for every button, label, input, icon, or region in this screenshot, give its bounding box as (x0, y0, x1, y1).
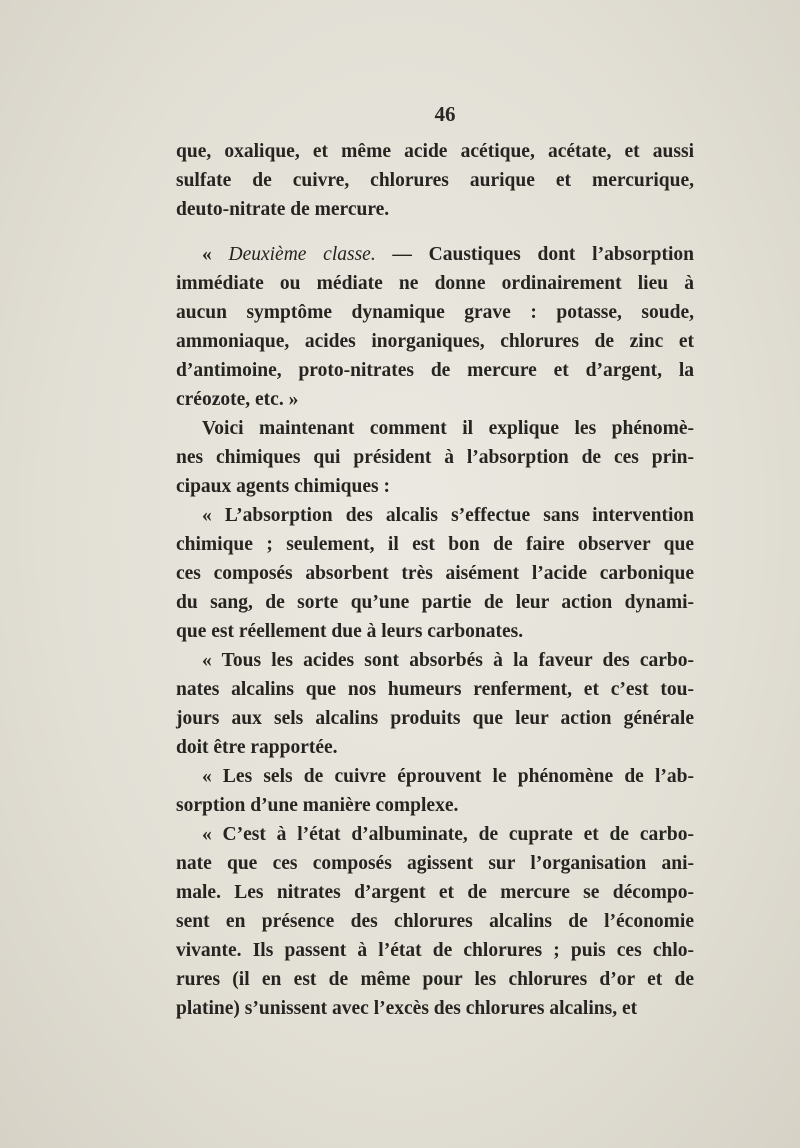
paragraph (176, 240, 694, 414)
paragraph (176, 820, 694, 1023)
paragraph (176, 137, 694, 224)
text-line: ces composés absorbent très aisément l’acide carbonique (176, 563, 694, 584)
text-line: « Les sels de cuivre éprouvent le phénomène de l’ab- (202, 766, 694, 787)
text-line: d’antimoine, proto-nitrates de mercure et d’argent, la (176, 360, 694, 381)
text-line: aucun symptôme dynamique grave : potasse, soude, (176, 302, 694, 323)
text-line: sulfate de cuivre, chlorures aurique et mercurique, (176, 170, 694, 191)
text-line: « Deuxième classe. — Caustiques dont l’absorption (202, 244, 695, 265)
text-line: nate que ces composés agissent sur l’organisation ani- (176, 853, 694, 874)
text-line: « C’est à l’état d’albuminate, de cuprate et de carbo- (202, 824, 694, 845)
paragraph (176, 501, 694, 646)
text-line: jours aux sels alcalins produits que leur action générale (176, 708, 694, 729)
text-line: deuto-nitrate de mercure. (176, 199, 390, 220)
text-line: male. Les nitrates d’argent et de mercure se décompo- (176, 882, 694, 903)
text-line: du sang, de sorte qu’une partie de leur action dynami- (176, 592, 694, 613)
text-line: nes chimiques qui président à l’absorption de ces prin- (176, 447, 694, 468)
text-line: Voici maintenant comment il explique les phénomè- (202, 418, 694, 439)
page-number: 46 (434, 102, 456, 126)
text-line: platine) s’unissent avec l’excès des chlorures alcalins, et (176, 998, 638, 1019)
text-line: vivante. Ils passent à l’état de chlorures ; puis ces chlo- (176, 940, 694, 961)
text-line: sent en présence des chlorures alcalins de l’économie (176, 911, 694, 932)
body-text (176, 137, 694, 1023)
text-line: nates alcalins que nos humeurs renferment, et c’est tou- (176, 679, 694, 700)
paragraph (176, 646, 694, 762)
text-line: « Tous les acides sont absorbés à la faveur des carbo- (202, 650, 694, 671)
text-line: « L’absorption des alcalis s’effectue sans intervention (202, 505, 694, 526)
text-line: cipaux agents chimiques : (176, 476, 390, 497)
text-line: doit être rapportée. (176, 737, 338, 758)
text-line: ammoniaque, acides inorganiques, chlorures de zinc et (176, 331, 694, 352)
text-line: rures (il en est de même pour les chlorures d’or et de (176, 969, 694, 990)
text-line: sorption d’une manière complexe. (176, 795, 459, 816)
text-line: créozote, etc. » (176, 389, 299, 410)
text-line: immédiate ou médiate ne donne ordinairement lieu à (176, 273, 694, 294)
text-line: que est réellement due à leurs carbonates. (176, 621, 524, 642)
paragraph-gap (176, 224, 694, 240)
italic-heading: Deuxième classe. (228, 244, 376, 265)
text-line: que, oxalique, et même acide acétique, acétate, et aussi (176, 141, 694, 162)
text-line: chimique ; seulement, il est bon de faire observer que (176, 534, 694, 555)
paragraph (176, 762, 694, 820)
paragraph (176, 414, 694, 501)
